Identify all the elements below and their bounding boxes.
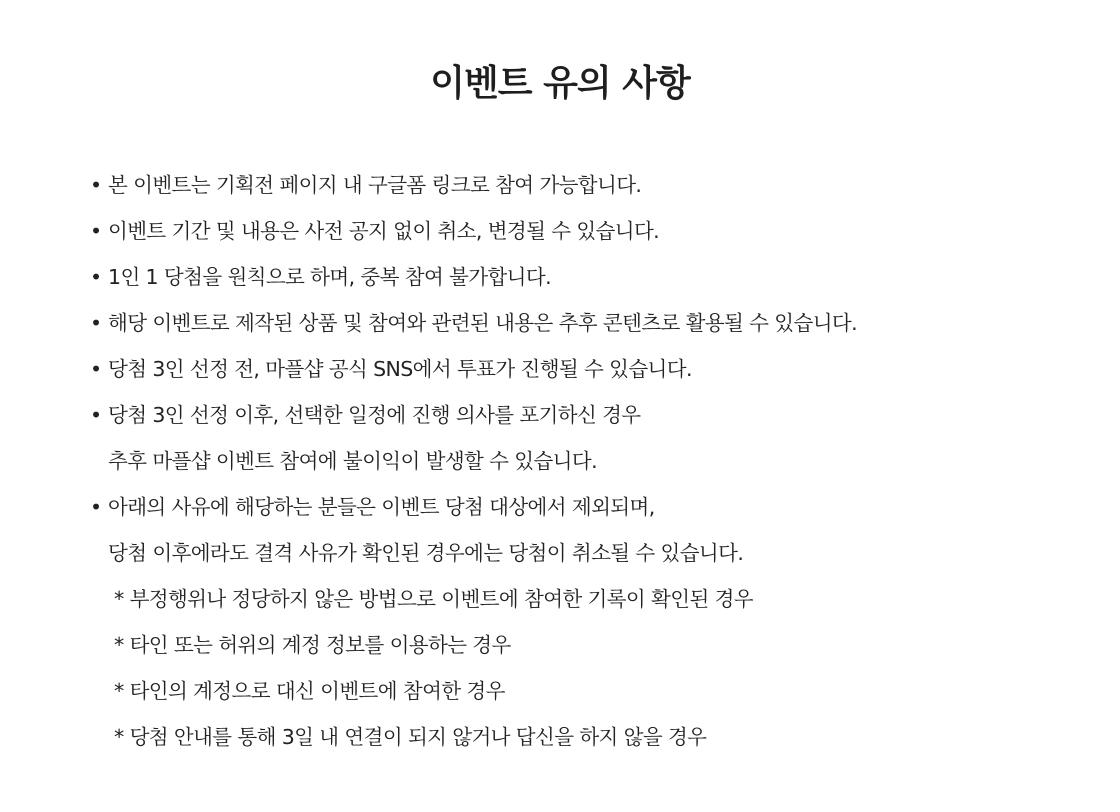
notice-item: [90, 208, 1070, 254]
notice-text: 해당 이벤트로 제작된 상품 및 참여와 관련된 내용은 추후 콘텐츠로 활용될 수 있습니다.: [108, 311, 858, 335]
notice-item: [90, 162, 1070, 208]
notice-text: 이벤트 기간 및 내용은 사전 공지 없이 취소, 변경될 수 있습니다.: [108, 219, 660, 243]
bullet-icon: •: [90, 311, 102, 335]
bullet-icon: •: [90, 403, 102, 427]
exclusion-item: * 부정행위나 정당하지 않은 방법으로 이벤트에 참여한 기록이 확인된 경우: [114, 587, 753, 611]
bullet-icon: •: [90, 173, 102, 197]
notice-text: 당첨 3인 선정 전, 마플샵 공식 SNS에서 투표가 진행될 수 있습니다.: [108, 357, 692, 381]
page-title: 이벤트 유의 사항: [430, 63, 690, 104]
bullet-icon: •: [90, 219, 102, 243]
notice-text: 1인 1 당첨을 원칙으로 하며, 중복 참여 불가합니다.: [108, 265, 551, 289]
notice-item: [90, 300, 1070, 346]
exclusion-item: * 타인의 계정으로 대신 이벤트에 참여한 경우: [114, 679, 505, 703]
exclusion-item: * 당첨 안내를 통해 3일 내 연결이 되지 않거나 답신을 하지 않을 경우: [114, 725, 707, 749]
bullet-icon: •: [90, 357, 102, 381]
exclusion-item: * 타인 또는 허위의 계정 정보를 이용하는 경우: [114, 633, 511, 657]
notice-item: [90, 484, 1070, 760]
exclusion-list: [108, 576, 1070, 760]
bullet-icon: •: [90, 495, 102, 519]
notice-text: 본 이벤트는 기획전 페이지 내 구글폼 링크로 참여 가능합니다.: [108, 173, 642, 197]
notice-text-continued: 추후 마플샵 이벤트 참여에 불이익이 발생할 수 있습니다.: [108, 449, 597, 473]
bullet-icon: •: [90, 265, 102, 289]
notice-text-continued: 당첨 이후에라도 결격 사유가 확인된 경우에는 당첨이 취소될 수 있습니다.: [108, 541, 744, 565]
notice-text: 당첨 3인 선정 이후, 선택한 일정에 진행 의사를 포기하신 경우: [108, 403, 641, 427]
notice-text: 아래의 사유에 해당하는 분들은 이벤트 당첨 대상에서 제외되며,: [108, 495, 655, 519]
notice-list: [90, 162, 1070, 760]
notice-item: [90, 254, 1070, 300]
notice-item: [90, 346, 1070, 392]
notice-item: [90, 392, 1070, 484]
